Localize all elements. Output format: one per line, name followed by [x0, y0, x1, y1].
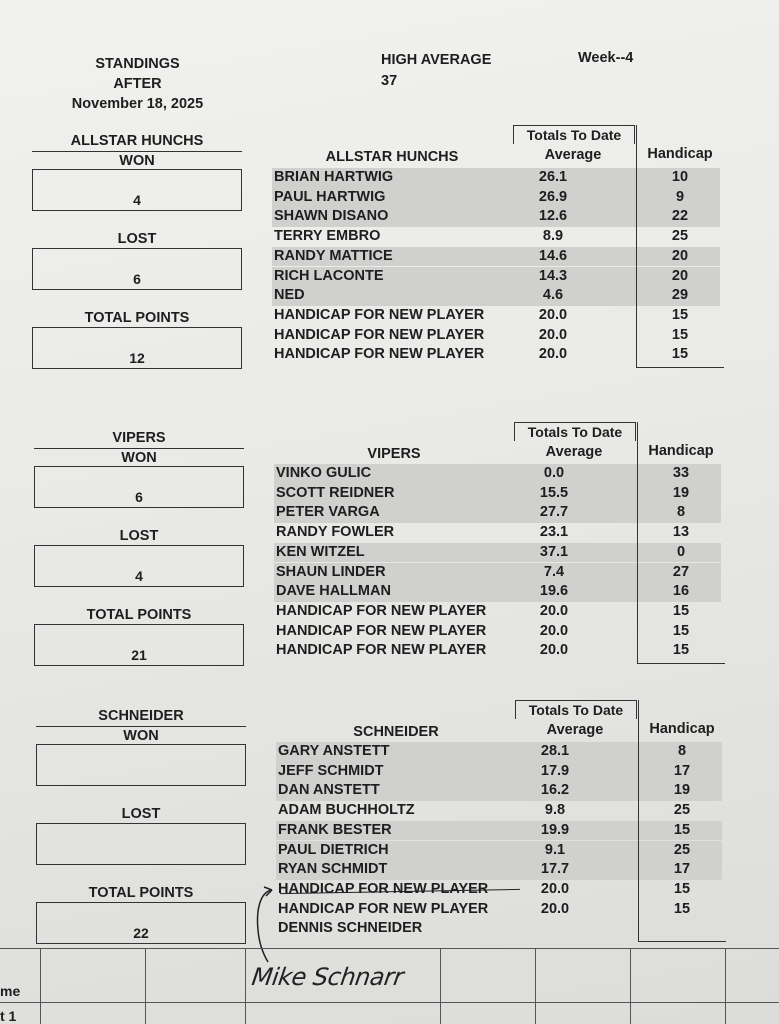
player-name: GARY ANSTETT: [278, 743, 390, 759]
player-name: RICH LACONTE: [274, 267, 384, 284]
player-average: 15.5: [539, 484, 569, 501]
player-average: 4.6: [542, 287, 564, 304]
table-row: [272, 227, 720, 247]
player-handicap: 15: [672, 642, 690, 659]
player-handicap: 25: [673, 841, 691, 858]
player-handicap: 19: [672, 484, 690, 501]
player-average: 19.6: [539, 583, 569, 600]
handicap-header: Handicap: [648, 443, 714, 459]
table-row: [272, 247, 720, 267]
bottom-grid-line: [0, 1002, 779, 1003]
table-row: [276, 762, 722, 782]
bottom-grid-top-line: [0, 948, 779, 949]
player-average: 28.1: [540, 743, 570, 759]
table-divider: [636, 125, 637, 367]
player-handicap: 17: [673, 762, 691, 779]
player-name: HANDICAP FOR NEW PLAYER: [278, 900, 489, 917]
table-row: [272, 326, 720, 346]
table-row: [272, 345, 720, 365]
player-handicap: 0: [676, 543, 686, 560]
table-row: [276, 900, 722, 920]
player-name: PETER VARGA: [276, 504, 380, 521]
table-bottom-line: [637, 663, 725, 664]
player-handicap: 9: [675, 188, 685, 205]
total-points-value: 12: [129, 350, 145, 366]
table-row: [274, 622, 721, 642]
average-header: Average: [546, 722, 604, 738]
table-row: [274, 503, 721, 523]
week-label: Week--4: [578, 50, 634, 66]
high-average-value: 37: [381, 73, 398, 89]
player-handicap: 15: [672, 622, 690, 639]
table-row: [276, 919, 722, 939]
won-label: WON: [123, 728, 159, 744]
handwritten-name: Mike Schnarr: [250, 963, 405, 991]
player-handicap: 10: [671, 169, 689, 185]
player-average: 14.6: [538, 247, 568, 264]
player-name: HANDICAP FOR NEW PLAYER: [276, 622, 487, 639]
grid-divider: [145, 948, 146, 1024]
lost-box: [32, 248, 242, 290]
grid-divider: [40, 948, 41, 1024]
handicap-header: Handicap: [649, 721, 715, 737]
table-row: [272, 188, 720, 208]
table-row: [274, 464, 721, 484]
player-average: 26.1: [538, 169, 568, 185]
player-average: 20.0: [539, 642, 569, 659]
team-table-title: ALLSTAR HUNCHS: [325, 149, 459, 165]
player-handicap: 15: [673, 900, 691, 917]
table-row: [276, 860, 722, 880]
player-name: HANDICAP FOR NEW PLAYER: [274, 326, 485, 343]
player-name: HANDICAP FOR NEW PLAYER: [278, 880, 489, 897]
player-name: BRIAN HARTWIG: [274, 169, 394, 185]
handicap-header: Handicap: [647, 146, 713, 162]
player-name: KEN WITZEL: [276, 543, 365, 560]
table-row: [274, 523, 721, 543]
team-summary-name: VIPERS: [112, 430, 166, 446]
player-handicap: 16: [672, 583, 690, 600]
grid-divider: [245, 948, 246, 1024]
player-name: HANDICAP FOR NEW PLAYER: [276, 602, 487, 619]
player-handicap: 13: [672, 524, 690, 541]
lost-label: LOST: [121, 806, 161, 822]
standings-heading: [55, 54, 220, 114]
player-name: VINKO GULIC: [276, 465, 372, 481]
player-name: SHAUN LINDER: [276, 563, 386, 580]
player-handicap: 22: [671, 208, 689, 225]
player-handicap: 15: [673, 880, 691, 897]
team-name-underline: [34, 448, 244, 449]
player-handicap: 17: [673, 861, 691, 878]
player-name: HANDICAP FOR NEW PLAYER: [276, 642, 487, 659]
player-handicap: 33: [672, 465, 690, 481]
player-handicap: 15: [671, 346, 689, 363]
player-handicap: 20: [671, 267, 689, 284]
player-handicap: 20: [671, 247, 689, 264]
lost-value: 6: [133, 271, 141, 287]
player-average: 20.0: [540, 900, 570, 917]
player-name: DAN ANSTETT: [278, 782, 380, 799]
player-name: SHAWN DISANO: [274, 208, 389, 225]
table-row: [274, 602, 721, 622]
won-box: [34, 466, 244, 508]
standings-line2: AFTER: [113, 76, 162, 92]
standings-date: November 18, 2025: [71, 96, 204, 112]
player-average: 20.0: [539, 602, 569, 619]
player-handicap: 15: [672, 602, 690, 619]
table-row: [272, 168, 720, 188]
table-bottom-line: [636, 367, 724, 368]
grid-divider: [535, 948, 536, 1024]
player-average: 20.0: [540, 880, 570, 897]
table-row: [276, 801, 722, 821]
player-name: SCOTT REIDNER: [276, 484, 395, 501]
high-average-label: HIGH AVERAGE: [381, 52, 492, 68]
player-average: 0.0: [543, 465, 565, 481]
player-handicap: 8: [676, 504, 686, 521]
total-points-box: [36, 902, 246, 944]
player-name: JEFF SCHMIDT: [278, 762, 384, 779]
won-value: 4: [133, 192, 141, 208]
table-row: [276, 742, 722, 762]
table-row: [272, 267, 720, 287]
player-handicap: 15: [671, 306, 689, 323]
player-average: 27.7: [539, 504, 569, 521]
grid-divider: [630, 948, 631, 1024]
total-points-box: [34, 624, 244, 666]
player-name: PAUL HARTWIG: [274, 188, 386, 205]
total-points-label: TOTAL POINTS: [88, 885, 194, 901]
lost-label: LOST: [119, 528, 159, 544]
totals-to-date-header: Totals To Date: [513, 125, 635, 144]
lost-box: [36, 823, 246, 865]
player-handicap: 19: [673, 782, 691, 799]
total-points-box: [32, 327, 242, 369]
lost-value: 4: [135, 568, 143, 584]
footer-fragment: t 1: [0, 1008, 17, 1024]
player-handicap: 8: [677, 743, 687, 759]
player-average: 16.2: [540, 782, 570, 799]
player-name: DENNIS SCHNEIDER: [278, 920, 423, 937]
player-average: 20.0: [539, 622, 569, 639]
table-row: [274, 641, 721, 661]
standings-line1: STANDINGS: [95, 56, 180, 72]
team-name-underline: [36, 726, 246, 727]
player-average: 9.1: [544, 841, 566, 858]
won-box: [32, 169, 242, 211]
player-handicap: 25: [673, 802, 691, 819]
footer-fragment: me: [0, 983, 21, 999]
player-average: 17.7: [540, 861, 570, 878]
player-average: 37.1: [539, 543, 569, 560]
team-summary-name: ALLSTAR HUNCHS: [70, 133, 204, 149]
player-average: 20.0: [538, 306, 568, 323]
table-divider: [637, 422, 638, 663]
player-average: 8.9: [542, 228, 564, 245]
grid-divider: [440, 948, 441, 1024]
player-average: 20.0: [538, 326, 568, 343]
table-divider: [638, 700, 639, 941]
totals-to-date-header: Totals To Date: [514, 422, 636, 441]
player-name: ADAM BUCHHOLTZ: [278, 802, 415, 819]
player-name: FRANK BESTER: [278, 821, 392, 838]
player-name: HANDICAP FOR NEW PLAYER: [274, 346, 485, 363]
player-handicap: 29: [671, 287, 689, 304]
table-row: [276, 821, 722, 841]
table-row: [274, 582, 721, 602]
player-name: TERRY EMBRO: [274, 228, 381, 245]
player-name: NED: [274, 287, 305, 304]
total-points-label: TOTAL POINTS: [84, 310, 190, 326]
player-handicap: 27: [672, 563, 690, 580]
player-handicap: 15: [673, 821, 691, 838]
table-row: [276, 841, 722, 861]
won-label: WON: [121, 450, 157, 466]
table-row: [272, 306, 720, 326]
player-name: RANDY FOWLER: [276, 524, 395, 541]
table-row: [272, 207, 720, 227]
table-row: [274, 484, 721, 504]
average-header: Average: [545, 444, 603, 460]
player-handicap: 15: [671, 326, 689, 343]
average-header: Average: [544, 147, 602, 163]
team-name-underline: [32, 151, 242, 152]
player-average: 19.9: [540, 821, 570, 838]
table-row: [272, 286, 720, 306]
player-average: 7.4: [543, 563, 565, 580]
table-row: [274, 563, 721, 583]
team-table-title: SCHNEIDER: [353, 724, 439, 740]
lost-label: LOST: [117, 231, 157, 247]
player-average: 17.9: [540, 762, 570, 779]
player-average: 9.8: [544, 802, 566, 819]
total-points-value: 21: [131, 647, 147, 663]
grid-divider: [725, 948, 726, 1024]
table-bottom-line: [638, 941, 726, 942]
won-value: 6: [135, 489, 143, 505]
player-average: 12.6: [538, 208, 568, 225]
total-points-label: TOTAL POINTS: [86, 607, 192, 623]
player-handicap: 25: [671, 228, 689, 245]
player-average: 26.9: [538, 188, 568, 205]
total-points-value: 22: [133, 925, 149, 941]
won-label: WON: [119, 153, 155, 169]
player-name: RANDY MATTICE: [274, 247, 393, 264]
totals-to-date-header: Totals To Date: [515, 700, 637, 719]
player-average: 14.3: [538, 267, 568, 284]
player-name: RYAN SCHMIDT: [278, 861, 388, 878]
player-name: HANDICAP FOR NEW PLAYER: [274, 306, 485, 323]
won-box: [36, 744, 246, 786]
player-name: PAUL DIETRICH: [278, 841, 389, 858]
player-name: DAVE HALLMAN: [276, 583, 391, 600]
handwritten-arrow-icon: [250, 880, 290, 970]
lost-box: [34, 545, 244, 587]
table-row: [274, 543, 721, 563]
player-average: 23.1: [539, 524, 569, 541]
player-average: 20.0: [538, 346, 568, 363]
team-summary-name: SCHNEIDER: [98, 708, 184, 724]
table-row: [276, 781, 722, 801]
team-table-title: VIPERS: [367, 446, 421, 462]
